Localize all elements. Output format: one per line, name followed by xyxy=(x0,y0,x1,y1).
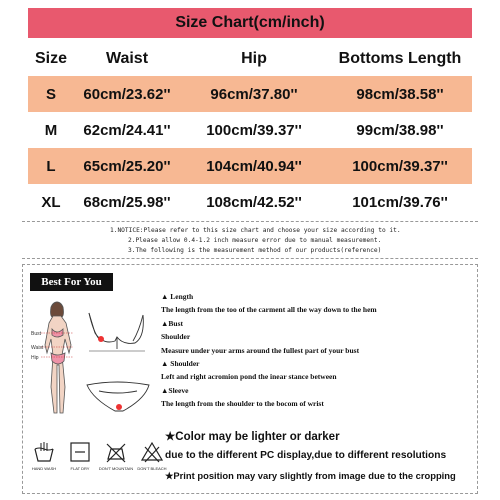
hand-wash-icon xyxy=(33,441,55,463)
header-bottoms-length: Bottoms Length xyxy=(338,50,462,67)
guide-subheading-shoulder: Shoulder xyxy=(161,332,191,342)
care-label: FLAT DRY xyxy=(70,466,90,471)
care-item xyxy=(98,441,134,489)
size-chart-title: Size Chart(cm/inch) xyxy=(28,8,472,38)
guide-text-length: The length from the too of the carment all the way down to the hem xyxy=(161,305,377,315)
header-size: Size xyxy=(34,50,67,67)
do-not-bleach-icon xyxy=(141,441,163,463)
measurement-guide-text xyxy=(161,290,477,411)
notice-box xyxy=(22,221,478,259)
header-waist: Waist xyxy=(105,50,149,67)
size-cell: L xyxy=(46,157,56,175)
table-row xyxy=(28,148,472,184)
guide-heading-shoulder: ▲ Shoulder xyxy=(161,358,200,368)
notice-line: 1.NOTICE:Please refer to this size chart and choose your size according to it. xyxy=(110,227,401,234)
guide-heading-bust: ▲Bust xyxy=(161,318,184,328)
length-cell: 100cm/39.37'' xyxy=(352,157,448,175)
label-bust: Bust xyxy=(31,331,42,337)
table-row xyxy=(28,76,472,112)
label-waist: Waist xyxy=(31,345,44,351)
waist-cell: 68cm/25.98'' xyxy=(83,193,171,211)
guide-text-bust: Measure under your arms around the fullest part of your bust xyxy=(161,345,360,355)
label-hip: Hip xyxy=(31,355,39,361)
display-note: due to the different PC display,due to different resolutions xyxy=(165,450,447,461)
table-row xyxy=(28,184,472,220)
length-cell: 101cm/39.76'' xyxy=(352,193,448,211)
do-not-iron-icon xyxy=(105,441,127,463)
hip-cell: 108cm/42.52'' xyxy=(206,193,302,211)
header-hip: Hip xyxy=(241,50,267,67)
length-cell: 98cm/38.58'' xyxy=(356,85,444,103)
length-cell: 99cm/38.98'' xyxy=(356,121,444,139)
size-table xyxy=(28,42,472,220)
size-cell: S xyxy=(45,85,56,103)
guide-heading-length: ▲ Length xyxy=(161,292,194,301)
hip-cell: 100cm/39.37'' xyxy=(206,121,302,139)
table-row xyxy=(28,112,472,148)
hip-cell: 96cm/37.80'' xyxy=(210,85,298,103)
notice-line: 2.Please allow 0.4-1.2 inch measure error due to manual measurement. xyxy=(128,237,382,244)
best-for-you-badge: Best For You xyxy=(30,273,113,291)
body-figure-icon xyxy=(29,295,167,425)
measurement-illustration xyxy=(29,295,167,425)
waist-cell: 65cm/25.20'' xyxy=(83,157,171,175)
guide-heading-sleeve: ▲Sleeve xyxy=(161,385,189,395)
flat-dry-icon xyxy=(69,441,91,463)
care-label: HAND WASH xyxy=(31,466,57,471)
notice-line: 3.The following is the measurement method of our products(reference) xyxy=(128,247,382,254)
hip-cell: 104cm/40.94'' xyxy=(206,157,302,175)
care-label: DON'T BLEACH xyxy=(137,466,167,471)
measurement-guide-panel xyxy=(22,264,478,494)
print-note: ★Print position may vary slightly from image due to the cropping xyxy=(165,470,456,481)
guide-text-shoulder: Left and right acromion pond the inear stance between xyxy=(161,372,337,382)
care-label: DON'T MOUNTAIN xyxy=(98,466,134,471)
color-note: ★Color may be lighter or darker xyxy=(165,431,340,443)
waist-cell: 60cm/23.62'' xyxy=(83,85,171,103)
table-header-row xyxy=(28,42,472,76)
guide-text-sleeve: The length from the shoulder to the bocom of wrist xyxy=(161,399,324,409)
care-item xyxy=(29,441,59,489)
size-cell: M xyxy=(44,121,58,139)
care-item xyxy=(65,441,95,489)
care-icons-row xyxy=(29,441,167,489)
size-cell: XL xyxy=(41,193,61,211)
care-item xyxy=(137,441,167,489)
waist-cell: 62cm/24.41'' xyxy=(83,121,171,139)
